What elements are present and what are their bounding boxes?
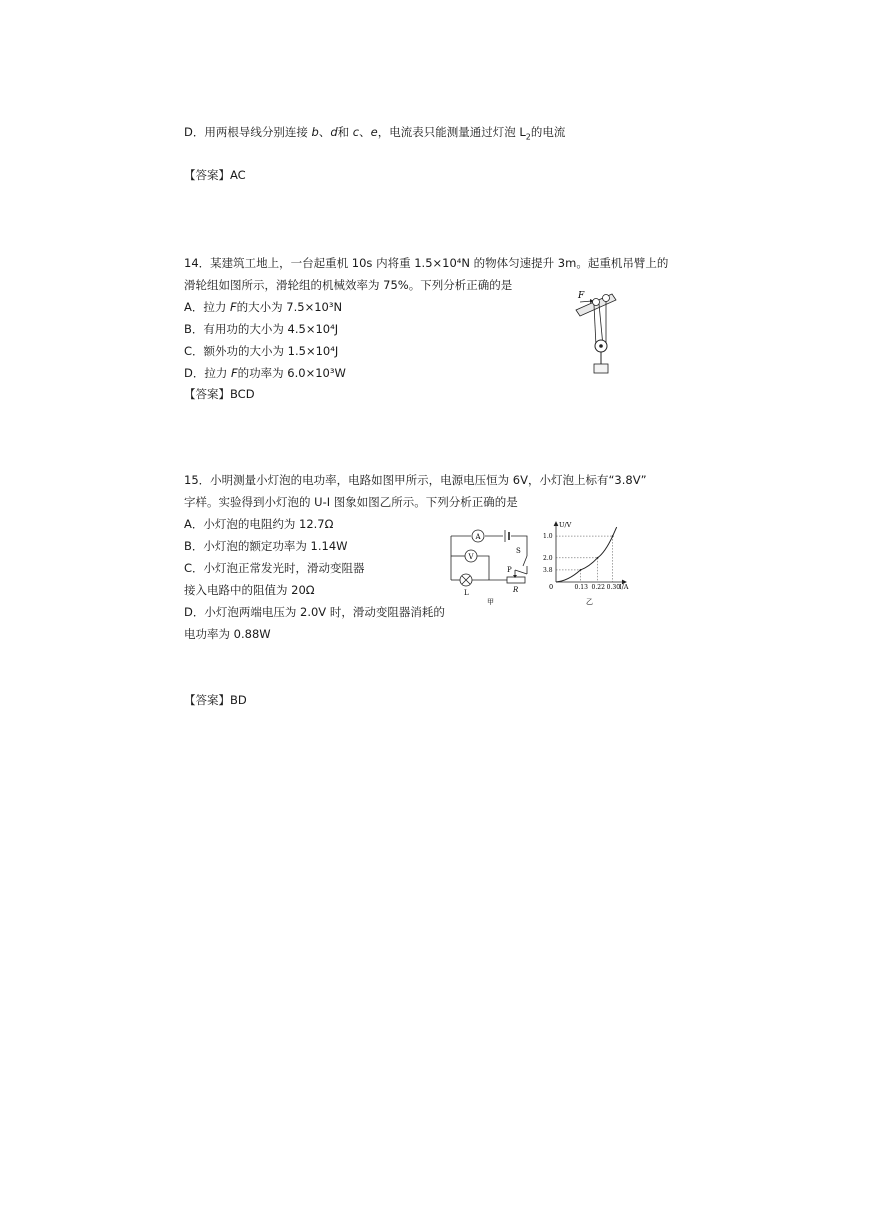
data-point [580,569,582,571]
q15-option-b: B．小灯泡的额定功率为 1.14W [184,539,348,553]
y-tick-label: 3.8 [543,566,553,574]
q15-option-a: A．小灯泡的电阻约为 12.7Ω [184,517,334,531]
q15-option-d-line2: 电功率为 0.88W [184,627,271,641]
svg-text:V: V [468,553,474,561]
graph-guides [556,536,613,582]
ui-graph [542,518,640,610]
x-tick-label: 0.30 [606,584,621,591]
graph-points [580,535,614,571]
q14-stem-line2: 滑轮组如图所示，滑轮组的机械效率为 75%。下列分析正确的是 [184,278,513,292]
q15-option-d-line1: D．小灯泡两端电压为 2.0V 时，滑动变阻器消耗的 [184,605,445,619]
x-axis-label: I/A [619,583,629,591]
movable-pulley [595,340,607,364]
ammeter-symbol [472,530,484,542]
origin-label: 0 [549,583,554,591]
svg-text:S: S [516,547,521,555]
q13-option-d: D．用两根导线分别连接 b、d和 c、e，电流表只能测量通过灯泡 $L_2$的电流 [184,125,566,142]
q14-option-a: A．拉力 F的大小为 7.5×10³N [184,300,343,314]
voltmeter-symbol [465,550,477,562]
x-tick-label: 0.13 [574,584,588,591]
q15-option-c-line1: C．小灯泡正常发光时，滑动变阻器 [184,561,365,575]
q13-answer: 【答案】AC [184,168,246,182]
q15-option-c-line2: 接入电路中的阻值为 20Ω [184,583,315,597]
x-tick-label: 0.22 [591,584,605,591]
pulley-figure [570,288,620,378]
q14-option-c: C．额外功的大小为 1.5×10⁴J [184,344,339,358]
y-axis-label: U/V [559,521,572,529]
q14-option-d: D．拉力 F的功率为 6.0×10³W [184,366,346,380]
q14-stem-line1: 14．某建筑工地上，一台起重机 10s 内将重 1.5×10⁴N 的物体匀速提升 3m。起重机吊臂上的 [184,256,669,270]
circuit-caption: 甲 [487,598,494,606]
data-point [612,535,614,537]
load-block [594,364,608,373]
svg-text:A: A [475,533,481,541]
graph-caption: 乙 [586,598,593,606]
rheostat-symbol [507,566,527,594]
q14-answer: 【答案】BCD [184,387,255,401]
svg-text:P: P [507,566,512,574]
q15-stem-line1: 15．小明测量小灯泡的电功率，电路如图甲所示，电源电压恒为 6V，小灯泡上标有“3.8V” [184,473,647,487]
y-tick-label: 1.0 [543,533,553,541]
svg-text:R: R [513,586,519,594]
svg-text:L: L [464,589,469,597]
y-tick-label: 2.0 [543,554,553,562]
q14-option-b: B．有用功的大小为 4.5×10⁴J [184,322,339,336]
circuit-wires [451,536,527,580]
lamp-symbol [460,574,472,597]
q15-answer: 【答案】BD [184,693,247,707]
circuit-diagram [445,522,537,608]
battery-symbol [505,530,509,542]
data-point [597,557,599,559]
switch-symbol [516,547,527,566]
ui-curve [556,527,617,582]
force-label: F [578,291,585,301]
q15-stem-line2: 字样。实验得到小灯泡的 U-I 图象如图乙所示。下列分析正确的是 [184,495,518,509]
